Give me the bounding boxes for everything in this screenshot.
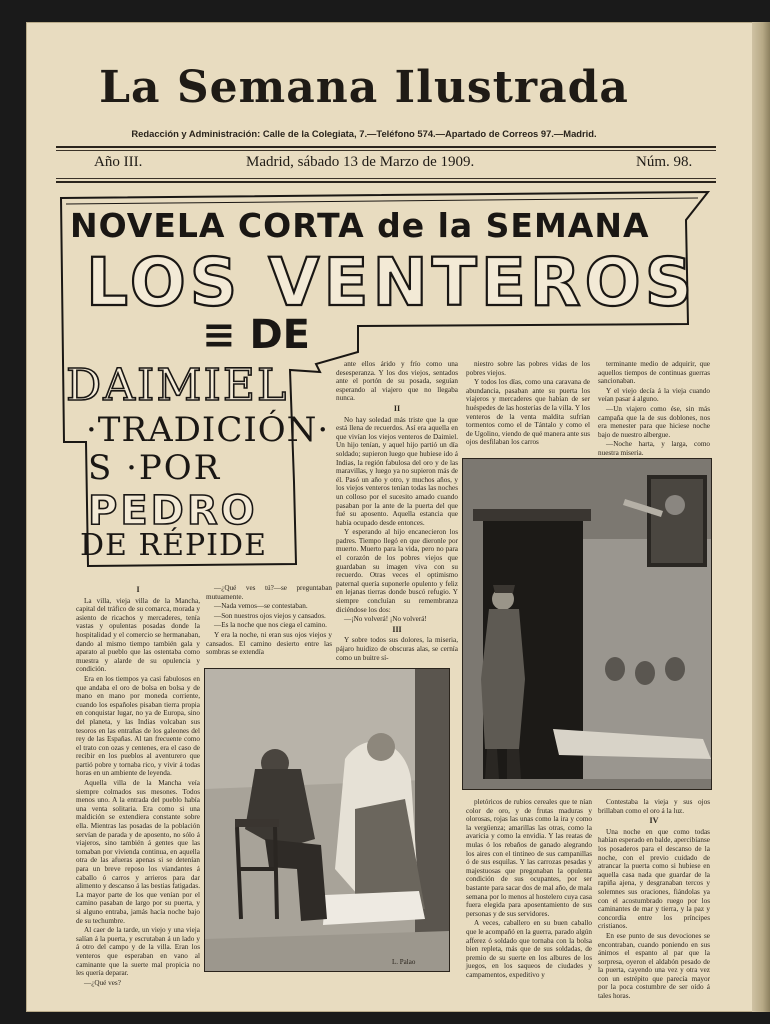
paragraph: —¿Qué ves tú?—se preguntaban mutuamente. (206, 584, 332, 601)
text-column-7 (598, 798, 710, 1001)
text-column-4 (466, 360, 590, 452)
paragraph: Aquella villa de la Mancha veía siempre colmados sus mesones. Todos menos uno. A la entrada del pueblo había una venta solitaria. Era como si una maldición se extendiera constante sobre ella. Mientras las posadas de la población servían de parada y de aposento, no sólo á viajeros, sino también á gentes que las tomaban por vivienda continua, en aquella otra de las afueras apenas si se detenían para un breve reposo los viandantes á caballo ó carros y arrieros para dar alimento y descanso á las bestias fatigadas. La mayor parte de los que venían por el camino pasaban de largo por su puerta, y si alguno entraba, jamás hacía noche bajo de su techumbre. (76, 779, 200, 925)
paragraph: ante ellos árido y frío como una desesperanza. Y los dos viejos, sentados ante el portón de su posada, seguían esperando al viajero que no llegaba nunca. (336, 360, 458, 403)
illustration-signature: L. Palao (392, 958, 416, 966)
paragraph: —¿Qué ves? (84, 978, 121, 987)
text-column-3 (336, 360, 458, 662)
paragraph: Y esperando al hijo encanecieron los padres. Tiempo llegó en que dieronle por muerto. Muerto para la vida, pero no para el corazón de los pobres viejos que guardaban su imagen viva con su recuerdo. Otras veces el optimismo paternal quería suponerle opulento y feliz en lejanas tierras donde buscó refugio. Y siempre concluían su remembranza diciéndose los dos: (336, 528, 458, 614)
paragraph: Era en los tiempos ya casi fabulosos en que andaba el oro de bolsa en bolsa y de mano en mano por moneda corriente, cuando los españoles pisaban tierra propia en conquistar lugar, no ya de Europa, sino del planeta, y las Indias volcaban sus tesoros en las entrañas de los galeones del rey de las Españas. Al tan frecuente como el trato con ozas y centenes, era el caso de recibir en los pueblos al aventurero que partió pobre y tornaba rico, y vivir á todas horas en un ambiente de leyenda. (76, 674, 200, 778)
paragraph: Una noche en que como todas habían esperado en balde, apercibíanse los posaderos para el descanso de la noche, con el previo cuidado de atrancar la puerta como si hubiese en aquella casa nada que guardar de la rapiña ajena, y desgranaban tercos y solemnes sus oraciones, fiándolas ya con el acostumbrado ruego por los caminantes de mar y tierra, y la paz y concordia entre los príncipes cristianos. (598, 827, 710, 931)
paragraph: —Un viajero como ése, sin más campaña que la de sus doblones, nos era menester para que hiciese noche bajo de nuestro albergue. (598, 404, 710, 439)
section-heading: II (393, 403, 401, 413)
paragraph: pletóricos de rubios cereales que te nían color de oro, y de frutas maduras y olorosas, rojas las unas como la ira y como la vergüenza; amarillas las otras, como la avaricia y como la envidia. Y las reatas de mulas ó los rebaños de ganado alegrando los aires con el tintineo de sus campanillas ó de sus esquilas. Y las carrozas pesadas y majestuosas que pregonaban la opulenta condición de sus ocupantes, por ser bastante para sacar dos de mal año, de mala semana por lo menos al hostelero cuya casa fuera elegida para aposentamiento de sus personas y de sus servidores. (466, 798, 592, 918)
illustration-old-couple (204, 668, 450, 972)
year-label: Año III. (94, 154, 143, 170)
dateline (66, 154, 716, 176)
paragraph: A veces, caballero en su buen caballo que le acompañó en la guerra, parado algún afferez ó soldado que tornaba con la bolsa bien repleta, más que de sus soldadas, de premio de su suerte en los albures de los juegos, en los saqueos de ciudades y campamentos, expeditivo y (466, 919, 592, 979)
masthead-address: Redacción y Administración: Calle de la Colegiata, 7.—Teléfono 574.—Apartado de Correos 97.—Madrid. (131, 128, 597, 139)
paragraph: —Noche harta, y larga, como nuestra miseria. (598, 440, 710, 457)
paragraph: terminante medio de adquirir, que aquellos tiempos de continuas guerras sancionaban. (598, 360, 710, 386)
title-line-5: ·TRADICIÓN· (86, 410, 330, 450)
divider (56, 146, 716, 148)
divider (56, 181, 716, 183)
text-column-5 (598, 360, 710, 457)
page-edge (752, 22, 770, 1012)
paragraph: niestro sobre las pobres vidas de los pobres viejos. (466, 360, 590, 377)
title-line-3: ≡ DE (202, 312, 310, 358)
paragraph: En ese punto de sus devociones se encontraban, cuando poniendo en sus ánimos el espanto al par que la sorpresa, oyeron el aldabón pesado de la puerta, cayendo una vez y otra vez con un estrépito que parecía mayor por la poca costumbre de ser oído á tales horas. (598, 931, 710, 1001)
title-line-2: LOS VENTEROS (86, 244, 697, 321)
illustration-doorway (462, 458, 712, 790)
paragraph: —Es la noche que nos ciega el camino. (214, 621, 327, 630)
paragraph: Y sobre todos sus dolores, la miseria, pájaro huidizo de obscuras alas, se cernía como un buitre sí- (336, 636, 458, 662)
paragraph: Y era la noche, ni eran sus ojos viejos y cansados. El camino desierto entre las sombras se extendía (206, 630, 332, 657)
paragraph: —Son nuestros ojos viejos y cansados. (214, 611, 326, 620)
paragraph: Al caer de la tarde, un viejo y una vieja salían á la puerta, y escrutaban á un lado y á otro del campo y de la villa. Eran los venteros que esperaban en vano al caminante que la suerte mal propicia no les quería deparar. (76, 926, 200, 978)
section-heading: III (392, 624, 402, 634)
paragraph: —Nada vemos—se contestaban. (214, 602, 308, 611)
paragraph: No hay soledad más triste que la que está llena de recuerdos. Así era aquella en que vivían los viejos venteros de Daimiel. Un hijo tenían, y aquel hijo partió un día soldado; supieron luego que hubiese ido á Indias, la región fabulosa del oro y de las maravillas, y luego ya no supieron más de él. Pasó un año y otro, y muchos años, y los viejos venteros tenían todas las noches un colloso por el sucesito amado cuando pasaban por la ante de la puerta del que fué su aposento. Aquella estancia que había ocupado desde entonces. (336, 415, 458, 527)
paragraph: Contestaba la vieja y sus ojos brillaban como el oro á la luz. (598, 798, 710, 815)
paragraph: Y el viejo decía á la vieja cuando veían pasar á alguno. (598, 386, 710, 404)
title-line-6: S ·POR (88, 448, 222, 488)
paragraph: La villa, vieja villa de la Mancha, capital del tráfico de su comarca, morada y asiento de ricachos y mercaderes, tenía vastas y opulentas posadas donde la hospitalidad y el comercio se hermanaban, dando al mismo tiempo también gala y aparato al pueblo que las ostentaba como muestra y alarde de su opulencia y condición. (76, 596, 200, 674)
section-heading: IV (649, 816, 659, 826)
title-line-7: PEDRO (88, 488, 258, 534)
paragraph: —¡No volverá! ¡No volverá! (344, 615, 427, 624)
text-column-2 (206, 584, 332, 662)
text-column-6 (466, 798, 592, 984)
section-heading: I (136, 585, 140, 594)
issue-number: Núm. 98. (636, 154, 693, 170)
masthead-title: La Semana Ilustrada (99, 62, 629, 113)
date-label: Madrid, sábado 13 de Marzo de 1909. (246, 154, 475, 170)
title-line-8: DE RÉPIDE (80, 528, 267, 563)
divider (56, 150, 716, 151)
divider (56, 178, 716, 179)
paragraph: Y todos los días, como una caravana de abundancia, pasaban ante su puerta los viajeros y mercaderes que habían de ser huéspedes de las hosterías de la villa. Y los venteros de la venta maldita sufrían tormentos como el de Tántalo y como el de Ugolino, viendo de qué manera ante sus ojos desfilaban los carros (466, 378, 590, 447)
title-line-1: NOVELA CORTA de la SEMANA (70, 206, 650, 245)
title-line-4: DAIMIEL (66, 360, 289, 411)
text-column-1 (76, 584, 200, 987)
